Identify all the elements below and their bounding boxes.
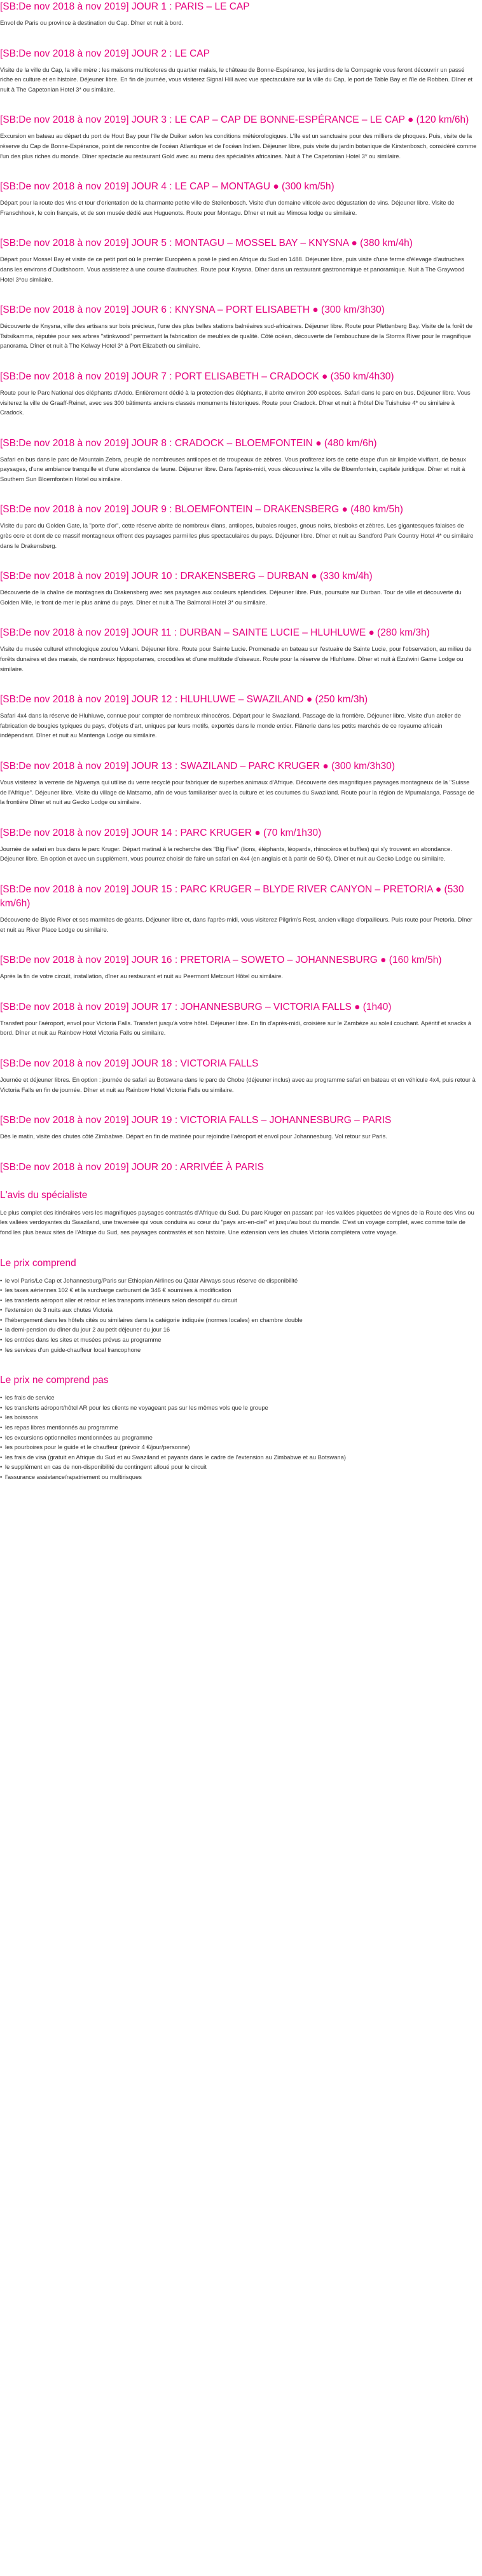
- day-title: [SB:De nov 2018 à nov 2019] JOUR 20 : ARRIVÉE À PARIS: [0, 1161, 264, 1173]
- specialist-text: Le plus complet des itinéraires vers les magnifiques paysages contrastés d'Afrique du Sud. Du parc Kruger en passant par -les vallées piquetées de vignes de la Route des Vins ou les vallées verdoyantes du Swaziland, une traversée qui vous conduira au cœur du "pays arc-en-ciel" et jusqu'au bout du monde. C'est un voyage complet, avec comme toile de fond les plus beaux sites de l'Afrique du Sud, ses paysages contrastés et son histoire. Une extension vers les chutes Victoria complétera votre voyage.: [0, 1208, 474, 1236]
- day-title: [SB:De nov 2018 à nov 2019] JOUR 15 : PARC KRUGER – BLYDE RIVER CANYON – PRETORIA ● (530 km/6h): [0, 883, 464, 909]
- day-title: [SB:De nov 2018 à nov 2019] JOUR 14 : PARC KRUGER ● (70 km/1h30): [0, 827, 322, 838]
- bullet-icon: •: [0, 1346, 3, 1353]
- day-title: [SB:De nov 2018 à nov 2019] JOUR 1 : PARIS – LE CAP: [0, 1, 250, 12]
- itinerary-day: [0, 503, 477, 550]
- itinerary-day: [0, 953, 477, 981]
- specialist-section: [0, 1189, 477, 1237]
- excluded-item-text: les transferts aéroport/hôtel AR pour les clients ne voyageant pas sur les mêmes vols que le groupe: [5, 1403, 268, 1411]
- included-item: [0, 1305, 477, 1315]
- excluded-item-text: l'assurance assistance/rapatriement ou multirisques: [5, 1473, 142, 1480]
- included-item-text: l'extension de 3 nuits aux chutes Victoria: [5, 1306, 113, 1314]
- bullet-icon: •: [0, 1326, 3, 1333]
- itinerary-day: [0, 0, 477, 28]
- excluded-item-text: les pourboires pour le guide et le chauffeur (prévoir 4 €/jour/personne): [5, 1443, 190, 1451]
- day-title: [SB:De nov 2018 à nov 2019] JOUR 2 : LE CAP: [0, 48, 210, 59]
- day-description: Journée et déjeuner libres. En option : journée de safari au Botswana dans le parc de Chobe (déjeuner inclus) avec au programme safari en bateau et en véhicule 4x4, puis retour à Victoria Falls en fin de journée. Dîner et nuit au Rainbow Hotel Victoria Falls ou similaire.: [0, 1075, 476, 1093]
- bullet-icon: •: [0, 1424, 3, 1431]
- excluded-item: [0, 1403, 477, 1413]
- included-item-text: les taxes aériennes 102 € et la surcharge carburant de 346 € soumises à modification: [5, 1286, 231, 1294]
- itinerary-day: [0, 113, 477, 161]
- bullet-icon: •: [0, 1286, 3, 1294]
- included-item-text: l'hébergement dans les hôtels cités ou similaires dans la catégorie indiquée (normes locales) en chambre double: [5, 1316, 303, 1323]
- itinerary-day: [0, 826, 477, 864]
- day-title: [SB:De nov 2018 à nov 2019] JOUR 11 : DURBAN – SAINTE LUCIE – HLUHLUWE ● (280 km/3h): [0, 627, 430, 639]
- excluded-section: [0, 1373, 477, 1482]
- day-description: Excursion en bateau au départ du port de Hout Bay pour l'île de Duiker selon les conditions météorologiques. L'île est un sanctuaire pour des milliers de phoques. Puis, visite de la réserve du Cap de Bonne-Espérance, point de rencontre de l'océan Atlantique et de l'océan Indien. Déjeuner libre, puis visite du jardin botanique de Kirstenbosch, considéré comme l'un des plus riches du monde. Dîner spectacle au restaurant Gold avec au menu des spécialités africaines. Nuit à The Capetonian Hotel 3* ou similaire.: [0, 132, 477, 160]
- included-item-text: les transferts aéroport aller et retour et les transports intérieurs selon descriptif du circuit: [5, 1296, 237, 1304]
- day-description: Transfert pour l'aéroport, envol pour Victoria Falls. Transfert jusqu'à votre hôtel. Déjeuner libre. En fin d'après-midi, croisière sur le Zambèze au soleil couchant. Apéritif et snacks à bord. Dîner et nuit au Rainbow Hotel Victoria Falls ou similaire.: [0, 1019, 472, 1037]
- day-description: Visite de la ville du Cap, la ville mère : les maisons multicolores du quartier malais, le château de Bonne-Espérance, les jardins de la Compagnie vous feront découvrir un passé riche en culture et en histoire. Déjeuner libre. En fin de journée, vous visiterez Signal Hill avec vue spectaculaire sur la ville du Cap, le port de Table Bay et l'île de Robben. Dîner et nuit à The Capetonian Hotel 3* ou similaire.: [0, 65, 473, 93]
- excluded-item: [0, 1442, 477, 1452]
- excluded-list: [0, 1393, 477, 1482]
- bullet-icon: •: [0, 1316, 3, 1323]
- day-description: Safari 4x4 dans la réserve de Hluhluwe, connue pour compter de nombreux rhinocéros. Départ pour le Swaziland. Passage de la frontière. Déjeuner libre. Visite d'un atelier de fabrication de bougies typiques du pays, d'objets d'art, uniques par leurs motifs, exportés dans le monde entier. Flânerie dans les petits marchés de ce royaume africain indépendant. Dîner et nuit au Mantenga Lodge ou similaire.: [0, 712, 461, 739]
- included-item: [0, 1315, 477, 1325]
- day-title: [SB:De nov 2018 à nov 2019] JOUR 12 : HLUHLUWE – SWAZILAND ● (250 km/3h): [0, 694, 368, 705]
- bullet-icon: •: [0, 1306, 3, 1314]
- itinerary-day: [0, 626, 477, 674]
- day-description: Vous visiterez la verrerie de Ngwenya qui utilise du verre recyclé pour fabriquer de superbes animaux d'Afrique. Découverte des magnifiques paysages montagneux de la "Suisse de l'Afrique". Déjeuner libre. Visite du village de Matsamo, afin de vous familiariser avec la culture et les coutumes du Swaziland. Route pour la région de Mpumalanga. Passage de la frontière Dîner et nuit au Gecko Lodge ou similaire.: [0, 779, 474, 806]
- included-item-text: les services d'un guide-chauffeur local francophone: [5, 1346, 141, 1353]
- bullet-icon: •: [0, 1463, 3, 1471]
- excluded-item-text: les excursions optionnelles mentionnées au programme: [5, 1433, 153, 1441]
- day-title: [SB:De nov 2018 à nov 2019] JOUR 19 : VICTORIA FALLS – JOHANNESBURG – PARIS: [0, 1115, 392, 1126]
- day-description: Safari en bus dans le parc de Mountain Zebra, peuplé de nombreuses antilopes et de troupeaux de zèbres. Vous profiterez lors de cette étape d'un air limpide vivifiant, de beaux paysages, d'une ambiance tranquille et d'une abondance de faune. Déjeuner libre. Dans l'après-midi, vous découvrirez la ville de Bloemfontein, capitale juridique. Dîner et nuit à Southern Sun Bloemfontein Hotel ou similaire.: [0, 455, 466, 482]
- included-item: [0, 1295, 477, 1305]
- itinerary-day: [0, 760, 477, 807]
- day-title: [SB:De nov 2018 à nov 2019] JOUR 4 : LE CAP – MONTAGU ● (300 km/5h): [0, 181, 334, 193]
- excluded-item-text: les frais de service: [5, 1394, 55, 1401]
- itinerary-day: [0, 236, 477, 284]
- excluded-item-text: le supplément en cas de non-disponibilité du contingent alloué pour le circuit: [5, 1463, 207, 1471]
- day-description: Après la fin de votre circuit, installation, dîner au restaurant et nuit au Peermont Metcourt Hôtel ou similaire.: [0, 972, 284, 980]
- excluded-item: [0, 1462, 477, 1472]
- day-title: [SB:De nov 2018 à nov 2019] JOUR 10 : DRAKENSBERG – DURBAN ● (330 km/4h): [0, 571, 373, 582]
- day-description: Départ pour la route des vins et tour d'orientation de la charmante petite ville de Stellenbosch. Visite d'un domaine viticole avec dégustation de vins. Déjeuner libre. Visite de Franschhoek, le coin français, et de son musée dédié aux Huguenots. Route pour Montagu. Dîner et nuit au Mimosa lodge ou similaire.: [0, 199, 455, 216]
- excluded-item: [0, 1393, 477, 1403]
- day-title: [SB:De nov 2018 à nov 2019] JOUR 5 : MONTAGU – MOSSEL BAY – KNYSNA ● (380 km/4h): [0, 238, 413, 249]
- excluded-item: [0, 1472, 477, 1482]
- excluded-item: [0, 1433, 477, 1443]
- included-item: [0, 1325, 477, 1335]
- included-section: [0, 1257, 477, 1355]
- day-title: [SB:De nov 2018 à nov 2019] JOUR 17 : JOHANNESBURG – VICTORIA FALLS ● (1h40): [0, 1001, 392, 1012]
- day-description: Route pour le Parc National des éléphants d'Addo. Entièrement dédié à la protection des éléphants, il abrite environ 200 espèces. Safari dans le parc en bus. Déjeuner libre. Vous visiterez la ville de Graaff-Reinet, avec ses 300 bâtiments anciens classés monuments historiques. Route pour Cradock. Dîner et nuit à l'hôtel Die Tuishuise 4* ou similaire à Cradock.: [0, 388, 471, 416]
- bullet-icon: •: [0, 1276, 3, 1284]
- itinerary-day: [0, 47, 477, 95]
- day-title: [SB:De nov 2018 à nov 2019] JOUR 9 : BLOEMFONTEIN – DRAKENSBERG ● (480 km/5h): [0, 504, 403, 515]
- bullet-icon: •: [0, 1394, 3, 1401]
- bullet-icon: •: [0, 1473, 3, 1480]
- excluded-item: [0, 1412, 477, 1422]
- excluded-item-text: les repas libres mentionnés au programme: [5, 1424, 118, 1431]
- day-title: [SB:De nov 2018 à nov 2019] JOUR 7 : PORT ELISABETH – CRADOCK ● (350 km/4h30): [0, 371, 394, 382]
- excluded-item-text: les frais de visa (gratuit en Afrique du Sud et au Swaziland et payants dans le cadre de l'extension au Zimbabwe et au Botswana): [5, 1453, 346, 1461]
- included-item: [0, 1335, 477, 1345]
- day-description: Visite du parc du Golden Gate, la "porte d'or", cette réserve abrite de nombreux élans, antilopes, bubales rouges, gnous noirs, blesboks et zèbres. Les gigantesques falaises de grès ocre et dont de ce massif montagneux offrent des paysages parmi les plus spectaculaires du pays. Déjeuner libre. Dîner et nuit au Sandford Park Country Hotel 4* ou similaire dans le Drakensberg.: [0, 522, 474, 549]
- itinerary-day: [0, 370, 477, 418]
- bullet-icon: •: [0, 1433, 3, 1441]
- day-description: Départ pour Mossel Bay et visite de ce petit port où le premier Européen a posé le pied en Afrique du Sud en 1488. Déjeuner libre, puis visite d'une ferme d'élevage d'autruches dans les environs d'Oudtshoorn. Vous assisterez à une course d'autruches. Route pour Knysna. Dîner dans un restaurant gastronomique et panoramique. Nuit à The Graywood Hotel 3*ou similaire.: [0, 256, 465, 283]
- day-title: [SB:De nov 2018 à nov 2019] JOUR 6 : KNYSNA – PORT ELISABETH ● (300 km/3h30): [0, 304, 385, 316]
- day-title: [SB:De nov 2018 à nov 2019] JOUR 8 : CRADOCK – BLOEMFONTEIN ● (480 km/6h): [0, 437, 377, 449]
- day-description: Envol de Paris ou province à destination du Cap. Dîner et nuit à bord.: [0, 19, 184, 26]
- excluded-item: [0, 1452, 477, 1462]
- itinerary-day: [0, 693, 477, 740]
- itinerary-day: [0, 1057, 477, 1094]
- bullet-icon: •: [0, 1443, 3, 1451]
- day-title: [SB:De nov 2018 à nov 2019] JOUR 16 : PRETORIA – SOWETO – JOHANNESBURG ● (160 km/5h): [0, 955, 442, 966]
- day-description: Découverte de Blyde River et ses marmites de géants. Déjeuner libre et, dans l'après-midi, vous visiterez Pilgrim's Rest, ancien village d'orpailleurs. Puis route pour Pretoria. Dîner et nuit au River Place Lodge ou similaire.: [0, 915, 472, 933]
- bullet-icon: •: [0, 1414, 3, 1421]
- itinerary-days: [0, 0, 477, 1175]
- excluded-title: Le prix ne comprend pas: [0, 1375, 109, 1386]
- included-item-text: les entrées dans les sites et musées prévus au programme: [5, 1336, 162, 1344]
- day-description: Visite du musée culturel ethnologique zoulou Vukani. Déjeuner libre. Route pour Sainte Lucie. Promenade en bateau sur l'estuaire de Sainte Lucie, pour l'observation, au milieu de forêts dunaires et des marais, de nombreux hippopotames, crocodiles et d'une multitude d'oiseaux. Route pour la réserve de Hluhluwe. Dîner et nuit à Ezulwini Game Lodge ou similaire.: [0, 645, 472, 672]
- day-title: [SB:De nov 2018 à nov 2019] JOUR 18 : VICTORIA FALLS: [0, 1058, 259, 1069]
- bullet-icon: •: [0, 1296, 3, 1304]
- included-list: [0, 1276, 477, 1355]
- bullet-icon: •: [0, 1453, 3, 1461]
- itinerary-day: [0, 883, 477, 934]
- itinerary-day: [0, 1161, 477, 1175]
- excluded-item: [0, 1422, 477, 1433]
- itinerary-day: [0, 1114, 477, 1141]
- included-item: [0, 1276, 477, 1286]
- bullet-icon: •: [0, 1336, 3, 1344]
- itinerary-day: [0, 1000, 477, 1038]
- included-item-text: le vol Paris/Le Cap et Johannesburg/Paris sur Ethiopian Airlines ou Qatar Airways sous réserve de disponibilité: [5, 1276, 298, 1284]
- included-title: Le prix comprend: [0, 1257, 76, 1269]
- day-description: Journée de safari en bus dans le parc Kruger. Départ matinal à la recherche des "Big Five" (lions, éléphants, léopards, rhinocéros et buffles) qui s'y trouvent en abondance. Déjeuner libre. En option et avec un supplément, vous pourrez choisir de faire un safari en 4x4 (en anglais et à partir de 50 €). Dîner et nuit au Gecko Lodge ou similaire.: [0, 845, 452, 862]
- day-description: Découverte de Knysna, ville des artisans sur bois précieux, l'une des plus belles stations balnéaires sud-africaines. Déjeuner libre. Route pour Plettenberg Bay. Visite de la forêt de Tsitsikamma, réputée pour ses arbres "stinkwood" permettant la fabrication de meubles de qualité. Côté océan, découverte de l'embouchure de la Storms River pour le magnifique panorama. Dîner et nuit à The Kelway Hotel 3* à Port Elizabeth ou similaire.: [0, 322, 472, 350]
- day-title: [SB:De nov 2018 à nov 2019] JOUR 3 : LE CAP – CAP DE BONNE-ESPÉRANCE – LE CAP ● (120 km/6h): [0, 114, 469, 126]
- itinerary-day: [0, 180, 477, 217]
- itinerary-day: [0, 569, 477, 607]
- day-description: Découverte de la chaîne de montagnes du Drakensberg avec ses paysages aux couleurs splendides. Déjeuner libre. Puis, poursuite sur Durban. Tour de ville et découverte du Golden Mile, le front de mer le plus animé du pays. Dîner et nuit à The Balmoral Hotel 3* ou similaire.: [0, 589, 462, 606]
- included-item: [0, 1285, 477, 1295]
- itinerary-day: [0, 303, 477, 351]
- day-description: Dès le matin, visite des chutes côté Zimbabwe. Départ en fin de matinée pour rejoindre l'aéroport et envol pour Johannesburg. Vol retour sur Paris.: [0, 1133, 387, 1140]
- bullet-icon: •: [0, 1403, 3, 1411]
- included-item-text: la demi-pension du dîner du jour 2 au petit déjeuner du jour 16: [5, 1326, 170, 1333]
- day-title: [SB:De nov 2018 à nov 2019] JOUR 13 : SWAZILAND – PARC KRUGER ● (300 km/3h30): [0, 761, 396, 772]
- excluded-item-text: les boissons: [5, 1414, 38, 1421]
- itinerary-day: [0, 437, 477, 484]
- included-item: [0, 1345, 477, 1355]
- specialist-title: L'avis du spécialiste: [0, 1189, 88, 1201]
